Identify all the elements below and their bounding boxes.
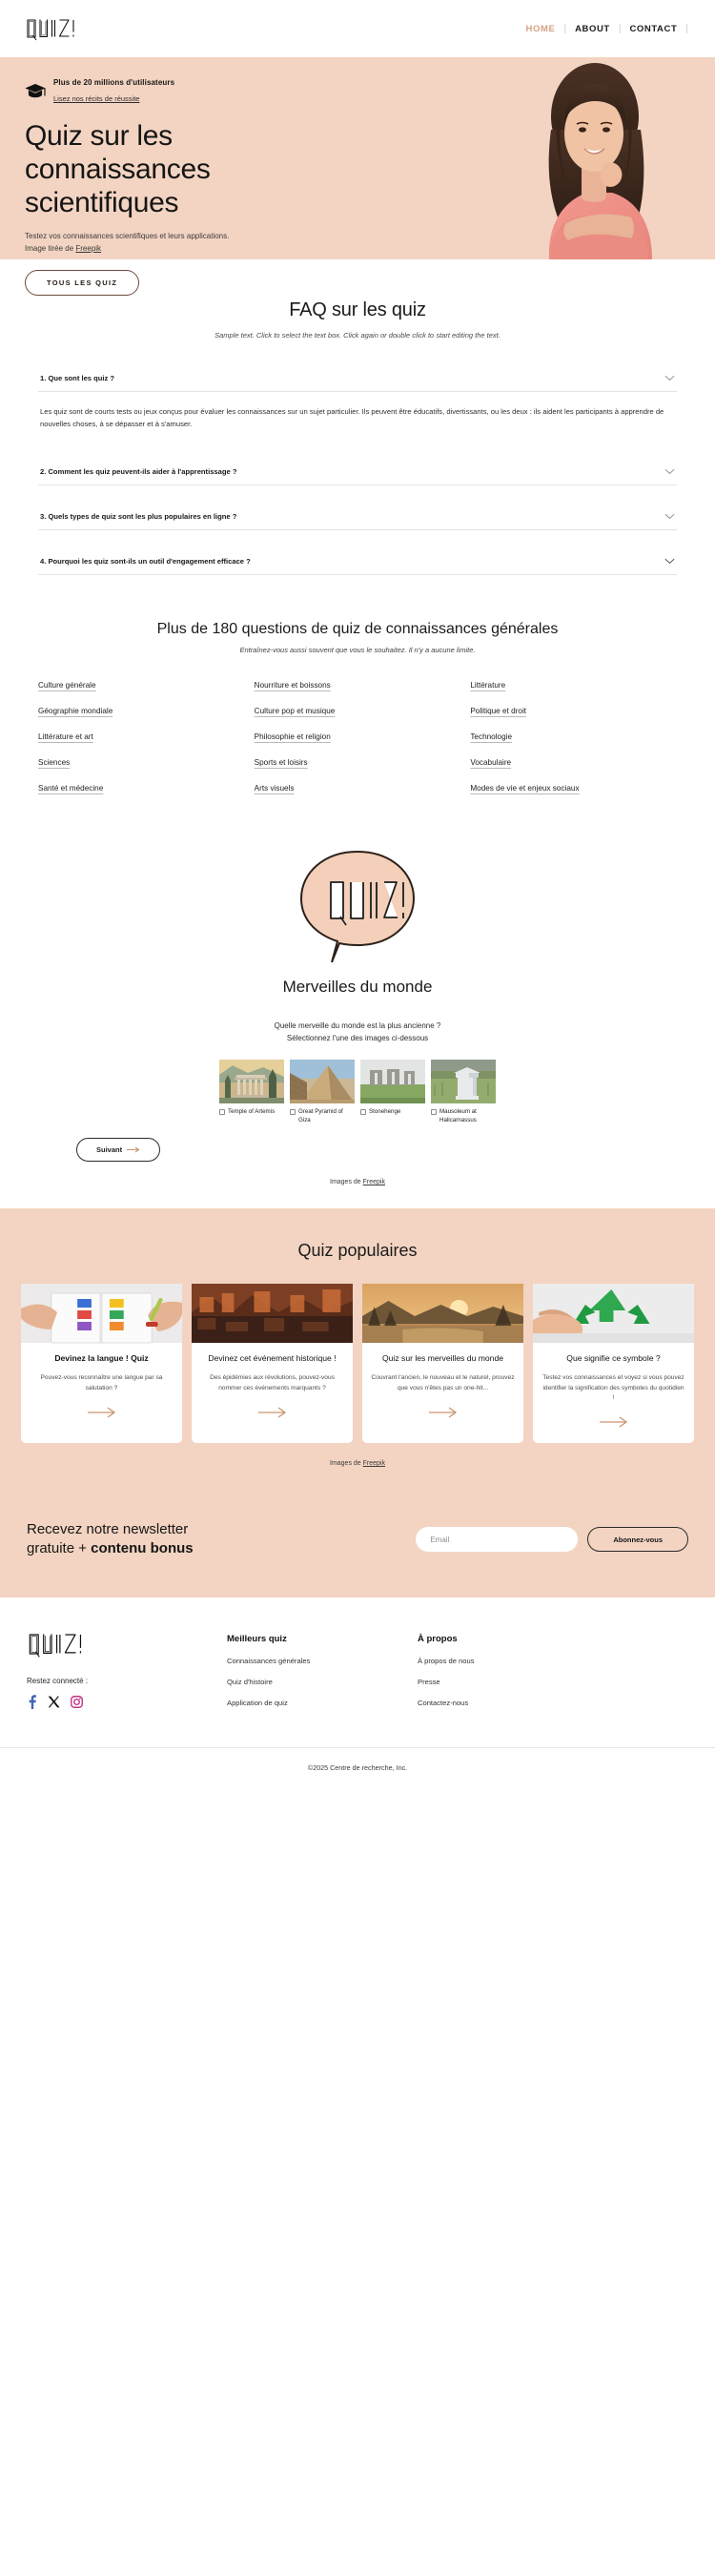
wonders-option-text: Temple of Artemis xyxy=(228,1107,276,1115)
footer-link[interactable]: Quiz d'histoire xyxy=(227,1677,273,1686)
nav-item-about[interactable]: ABOUT xyxy=(575,23,610,34)
subscribe-button[interactable]: Abonnez-vous xyxy=(587,1527,688,1552)
popular-cards xyxy=(21,1284,694,1443)
quiz-card-text: Couvrant l'ancien, le nouveau et le naturel, prouvez que vous n'êtes pas un one-hit... xyxy=(371,1374,515,1391)
next-button[interactable] xyxy=(76,1138,160,1162)
logo[interactable] xyxy=(25,16,78,41)
category-link[interactable]: Littérature et art xyxy=(38,732,93,741)
footer-link[interactable]: Presse xyxy=(418,1677,440,1686)
newsletter-title-line1: Recevez notre newsletter xyxy=(27,1521,189,1538)
chevron-down-icon xyxy=(664,375,675,381)
categories-title: Plus de 180 questions de quiz de connaissances générales xyxy=(156,620,559,637)
footer-column-about xyxy=(418,1634,608,1709)
facebook-icon[interactable] xyxy=(27,1695,37,1709)
quiz-logo-icon[interactable] xyxy=(27,1630,86,1659)
category-link[interactable]: Géographie mondiale xyxy=(38,706,113,715)
quiz-card-body xyxy=(362,1343,523,1443)
faq-question-toggle[interactable] xyxy=(38,364,677,391)
hero-title: Quiz sur les connaissances scientifiques xyxy=(25,120,211,218)
hero-badge-title: Plus de 20 millions d'utilisateurs xyxy=(53,78,175,87)
wonders-option xyxy=(290,1060,355,1124)
arrow-right-icon xyxy=(88,1407,116,1418)
quiz-card[interactable] xyxy=(21,1284,182,1443)
quiz-card-text: Des épidémies aux révolutions, pouvez-vous nommer ces événements marquants ? xyxy=(210,1374,335,1391)
category-link[interactable]: Modes de vie et enjeux sociaux xyxy=(470,783,580,793)
categories-grid xyxy=(27,681,688,793)
arrow-right-icon xyxy=(600,1416,628,1428)
wonders-question-line1: Quelle merveille du monde est la plus ancienne ? xyxy=(274,1020,441,1030)
faq-section xyxy=(0,259,715,594)
wonders-option xyxy=(360,1060,425,1124)
hero-subtitle-prefix: Image tirée de xyxy=(25,243,76,253)
site-header xyxy=(0,0,715,57)
category-link[interactable]: Nourriture et boissons xyxy=(254,680,331,690)
popular-title: Quiz populaires xyxy=(297,1241,418,1261)
quiz-logo-icon xyxy=(25,16,78,41)
hero-subtitle xyxy=(25,231,263,255)
sunset-landscape-photo xyxy=(362,1284,523,1343)
quiz-card[interactable] xyxy=(192,1284,353,1443)
footer-link[interactable]: Contactez-nous xyxy=(418,1698,469,1707)
wonders-question xyxy=(27,1020,688,1044)
quiz-card-title: Devinez cet événement historique ! xyxy=(208,1353,337,1364)
footer-link[interactable]: Connaissances générales xyxy=(227,1656,311,1665)
faq-question-label: 3. Quels types de quiz sont les plus populaires en ligne ? xyxy=(40,511,237,521)
quiz-speech-bubble-icon xyxy=(296,846,419,968)
popular-quizzes-section xyxy=(0,1208,715,1492)
wonders-quiz-section xyxy=(0,825,715,1209)
category-link[interactable]: Philosophie et religion xyxy=(254,732,331,741)
faq-item xyxy=(38,547,677,575)
wonders-title: Merveilles du monde xyxy=(282,977,433,996)
footer-connect-label: Restez connecté : xyxy=(27,1676,89,1685)
temple-of-artemis-photo[interactable] xyxy=(219,1060,284,1103)
popular-credit-prefix: Images de xyxy=(330,1460,363,1468)
quiz-card[interactable] xyxy=(362,1284,523,1443)
x-twitter-icon[interactable] xyxy=(48,1696,60,1708)
speech-bubble-wrap xyxy=(27,846,688,968)
wonders-option-label[interactable] xyxy=(219,1108,284,1117)
checkbox[interactable] xyxy=(431,1109,437,1115)
notebook-flags-photo xyxy=(21,1284,182,1343)
quiz-card-text: Testez vos connaissances et voyez si vous pouvez identifier la signification des symboles du quotidien ! xyxy=(542,1374,684,1401)
wonders-option-text: Mausoleum at Halicarnassus xyxy=(439,1107,477,1123)
hero-freepik-link[interactable]: Freepik xyxy=(75,243,102,253)
footer-column-title: Meilleurs quiz xyxy=(227,1633,287,1644)
checkbox[interactable] xyxy=(360,1109,366,1115)
wonders-question-line2: Sélectionnez l'une des images ci-dessous xyxy=(286,1033,429,1042)
popular-credit-link[interactable]: Freepik xyxy=(362,1460,385,1468)
ruins-photo xyxy=(192,1284,353,1343)
newsletter-title xyxy=(27,1520,194,1559)
wonders-option-text: Stonehenge xyxy=(369,1107,401,1115)
quiz-card-title: Devinez la langue ! Quiz xyxy=(54,1353,149,1364)
hero-badge xyxy=(25,78,385,107)
newsletter-title-bold: contenu bonus xyxy=(91,1540,194,1557)
faq-question-toggle[interactable] xyxy=(38,547,677,574)
category-link[interactable]: Culture pop et musique xyxy=(254,706,336,715)
instagram-icon[interactable] xyxy=(71,1696,83,1708)
footer-link[interactable]: À propos de nous xyxy=(418,1656,475,1665)
category-link[interactable]: Politique et droit xyxy=(470,706,527,715)
chevron-down-icon xyxy=(664,513,675,520)
category-link[interactable]: Arts visuels xyxy=(254,783,295,793)
site-footer xyxy=(0,1597,715,1709)
checkbox[interactable] xyxy=(219,1109,225,1115)
recycle-symbol-photo xyxy=(533,1284,694,1343)
nav-separator: | xyxy=(563,23,567,34)
faq-question-toggle[interactable] xyxy=(38,503,677,529)
faq-question-label: 2. Comment les quiz peuvent-ils aider à l'apprentissage ? xyxy=(40,466,237,476)
quiz-card-arrow[interactable] xyxy=(541,1416,685,1428)
category-link[interactable]: Santé et médecine xyxy=(38,783,104,793)
next-button-label: Suivant xyxy=(96,1145,123,1155)
faq-item xyxy=(38,458,677,485)
hero-badge-link[interactable]: Lisez nos récits de réussite xyxy=(53,94,140,103)
checkbox[interactable] xyxy=(290,1109,296,1115)
wonders-option-label[interactable] xyxy=(431,1108,496,1124)
faq-spacer xyxy=(38,485,677,503)
mausoleum-photo[interactable] xyxy=(431,1060,496,1103)
wonders-credit-prefix: Images de xyxy=(330,1179,363,1186)
arrow-right-icon xyxy=(429,1407,458,1418)
footer-divider xyxy=(0,1747,715,1789)
footer-column-title: À propos xyxy=(418,1633,458,1644)
category-link[interactable]: Vocabulaire xyxy=(470,757,512,767)
hero-subtitle-line1: Testez vos connaissances scientifiques et leurs applications. xyxy=(25,232,230,241)
faq-question-label: 4. Pourquoi les quiz sont-ils un outil d'engagement efficace ? xyxy=(40,556,251,566)
great-pyramid-photo[interactable] xyxy=(290,1060,355,1103)
category-link[interactable]: Technologie xyxy=(470,732,513,741)
email-input[interactable] xyxy=(416,1527,578,1552)
footer-link[interactable]: Application de quiz xyxy=(227,1698,288,1707)
hero-badge-text xyxy=(53,78,174,107)
newsletter-title-prefix: gratuite + xyxy=(27,1540,92,1557)
wonders-option-label[interactable] xyxy=(290,1108,355,1124)
faq-question-toggle[interactable] xyxy=(38,458,677,484)
hero-content xyxy=(0,57,410,296)
quiz-card-title: Que signifie ce symbole ? xyxy=(566,1353,661,1364)
hero-woman-photo xyxy=(492,61,692,259)
wonders-option-label[interactable] xyxy=(360,1108,425,1117)
category-link[interactable]: Sciences xyxy=(38,757,71,767)
faq-item xyxy=(38,364,677,392)
quiz-card-body xyxy=(192,1343,353,1443)
categories-section xyxy=(0,594,715,825)
footer-columns xyxy=(227,1630,688,1709)
wonders-credit-link[interactable]: Freepik xyxy=(362,1179,385,1186)
main-nav xyxy=(518,24,688,34)
wonders-next-row xyxy=(27,1138,688,1162)
category-link[interactable]: Sports et loisirs xyxy=(254,757,308,767)
wonders-option-text: Great Pyramid of Giza xyxy=(298,1107,343,1123)
newsletter-section xyxy=(0,1492,715,1597)
quiz-card-body xyxy=(21,1343,182,1443)
chevron-down-icon xyxy=(664,468,675,475)
chevron-down-icon xyxy=(664,558,675,565)
faq-subtitle: Sample text. Click to select the text box. Click again or double click to start editing the text. xyxy=(214,331,500,340)
stonehenge-photo[interactable] xyxy=(360,1060,425,1103)
wonders-option xyxy=(219,1060,284,1124)
wonders-options xyxy=(27,1060,688,1124)
category-link[interactable]: Littérature xyxy=(470,680,506,690)
hero-cta-button[interactable]: TOUS LES QUIZ xyxy=(25,270,139,296)
faq-answer: Les quiz sont de courts tests ou jeux conçus pour évaluer les connaissances sur un sujet particulier. Ils peuvent être éducatifs, divertissants, ou les deux : ils aident les participants à apprendre de nouvelles choses, à se dépasser et à s'amuser. xyxy=(40,407,664,429)
nav-item-home[interactable]: HOME xyxy=(525,23,556,34)
newsletter-form xyxy=(416,1527,688,1552)
footer-brand xyxy=(27,1630,227,1709)
faq-title: FAQ sur les quiz xyxy=(289,299,426,320)
faq-list xyxy=(27,364,688,575)
footer-column-best-quizzes xyxy=(227,1634,418,1709)
graduation-cap-icon xyxy=(25,84,46,99)
category-link[interactable]: Culture générale xyxy=(38,680,96,690)
popular-credit xyxy=(21,1460,694,1467)
faq-item xyxy=(38,503,677,530)
quiz-card-arrow[interactable] xyxy=(30,1407,174,1418)
quiz-card-text: Pouvez-vous reconnaître une langue par sa salutation ? xyxy=(40,1374,163,1391)
arrow-right-icon xyxy=(258,1407,287,1418)
nav-item-contact[interactable]: CONTACT xyxy=(629,23,678,34)
quiz-card[interactable] xyxy=(533,1284,694,1443)
quiz-card-body xyxy=(533,1343,694,1443)
quiz-card-title: Quiz sur les merveilles du monde xyxy=(381,1353,504,1364)
faq-question-label: 1. Que sont les quiz ? xyxy=(40,374,115,382)
nav-separator: | xyxy=(618,23,622,34)
quiz-card-arrow[interactable] xyxy=(200,1407,344,1418)
hero-section xyxy=(0,57,715,288)
quiz-card-arrow[interactable] xyxy=(371,1407,515,1418)
faq-spacer xyxy=(38,530,677,547)
wonders-credit xyxy=(27,1179,688,1185)
copyright-text: ©2025 Centre de recherche, Inc. xyxy=(307,1762,408,1772)
footer-socials xyxy=(27,1695,227,1709)
nav-separator: | xyxy=(685,23,688,34)
categories-subtitle: Entraînez-vous aussi souvent que vous le souhaitez. Il n'y a aucune limite. xyxy=(239,645,476,654)
arrow-right-icon xyxy=(127,1146,140,1153)
wonders-option xyxy=(431,1060,496,1124)
